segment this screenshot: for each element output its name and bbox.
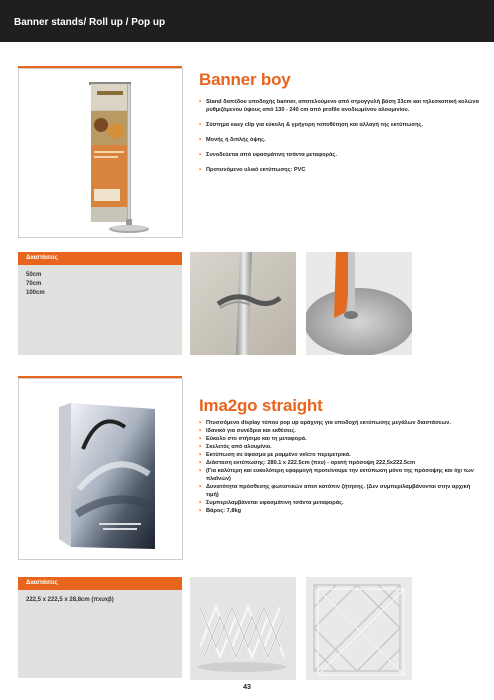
list-item: ▪ Πτυσσόμενο display τύπου pop up αράχνης για υποδοχή εκτύπωσης μεγάλων διαστάσεων. xyxy=(199,419,481,427)
list-item: ▪ Εκτύπωση σε ύφασμα με ραμμένο velcro περιμετρικά. xyxy=(199,451,481,459)
dimensions-header-2 xyxy=(18,577,182,590)
dimensions-label: Διαστάσεις xyxy=(26,580,58,586)
list-item: ▪ Εύκολο στο στήσιμο και τη μεταφορά. xyxy=(199,435,481,443)
product-title-ima2go: Ima2go straight xyxy=(199,396,323,415)
dimensions-box-1 xyxy=(18,265,182,355)
banner-boy-features xyxy=(199,98,479,181)
list-item: ▪ Μονής ή διπλής όψης. xyxy=(199,136,479,144)
list-item: ▪ (Για καλύτερη και ευκολότερη εφαρμογή προτείνουμε την εκτύπωση μόνο της πρόσοψης και όχι των πλαϊνών) xyxy=(199,467,481,483)
list-item: ▪ Stand δαπέδου υποδοχής banner, αποτελούμενο από στρογγυλή βάση 33cm και τηλεσκοπική κολώνα ρυθμιζόμενου ύψους από 130 - 240 cm από profile ανοδιωμένου αλουμινίου. xyxy=(199,98,479,114)
detail-photo-folded-frame xyxy=(190,577,296,680)
dimensions-value: 50cm 70cm 100cm xyxy=(26,272,45,296)
ima2go-image xyxy=(18,378,183,560)
detail-photo-base xyxy=(306,252,412,355)
list-item: ▪ Διάσταση εκτύπωσης: 280.1 x 222.5cm (πxυ) - ορατή πρόσοψη 222,5x222.5cm xyxy=(199,459,481,467)
dimensions-header-1 xyxy=(18,252,182,265)
list-item: ▪ Προτεινόμενο υλικό εκτύπωσης: PVC xyxy=(199,166,479,174)
page-number: 43 xyxy=(243,684,251,691)
dimensions-box-2 xyxy=(18,590,182,678)
list-item: ▪ Συνοδεύεται από υφασμάτινη τσάντα μεταφοράς. xyxy=(199,151,479,159)
list-item: ▪ Δυνατότητα πρόσθεσης φωτιστικών αποτ κατόπιν ζήτησης. (Δεν συμπεριλαμβάνονται στην αρχική τιμή) xyxy=(199,483,481,499)
list-item: ▪ Ιδανικό για συνέδρια και εκθέσεις. xyxy=(199,427,481,435)
product-title-banner-boy: Banner boy xyxy=(199,70,291,89)
banner-boy-image xyxy=(18,68,183,238)
dimensions-value: 222,5 x 222,5 x 28,8cm (πxυxβ) xyxy=(26,597,114,603)
ima2go-features xyxy=(199,419,481,515)
page-header xyxy=(0,0,494,42)
list-item: ▪ Σύστημα easy clip για εύκολη & γρήγορη τοποθέτηση και αλλαγή της εκτύπωσης. xyxy=(199,121,479,129)
dimensions-label: Διαστάσεις xyxy=(26,255,58,261)
detail-photo-open-frame xyxy=(306,577,412,680)
list-item: ▪ Σκελετός από αλουμίνιο. xyxy=(199,443,481,451)
header-title: Banner stands/ Roll up / Pop up xyxy=(14,17,166,28)
list-item: ▪ Συμπεριλαμβάνεται υφασμάτινη τσάντα μεταφοράς. xyxy=(199,499,481,507)
list-item: ▪ Βάρος: 7,8kg xyxy=(199,507,481,515)
detail-photo-clip xyxy=(190,252,296,355)
